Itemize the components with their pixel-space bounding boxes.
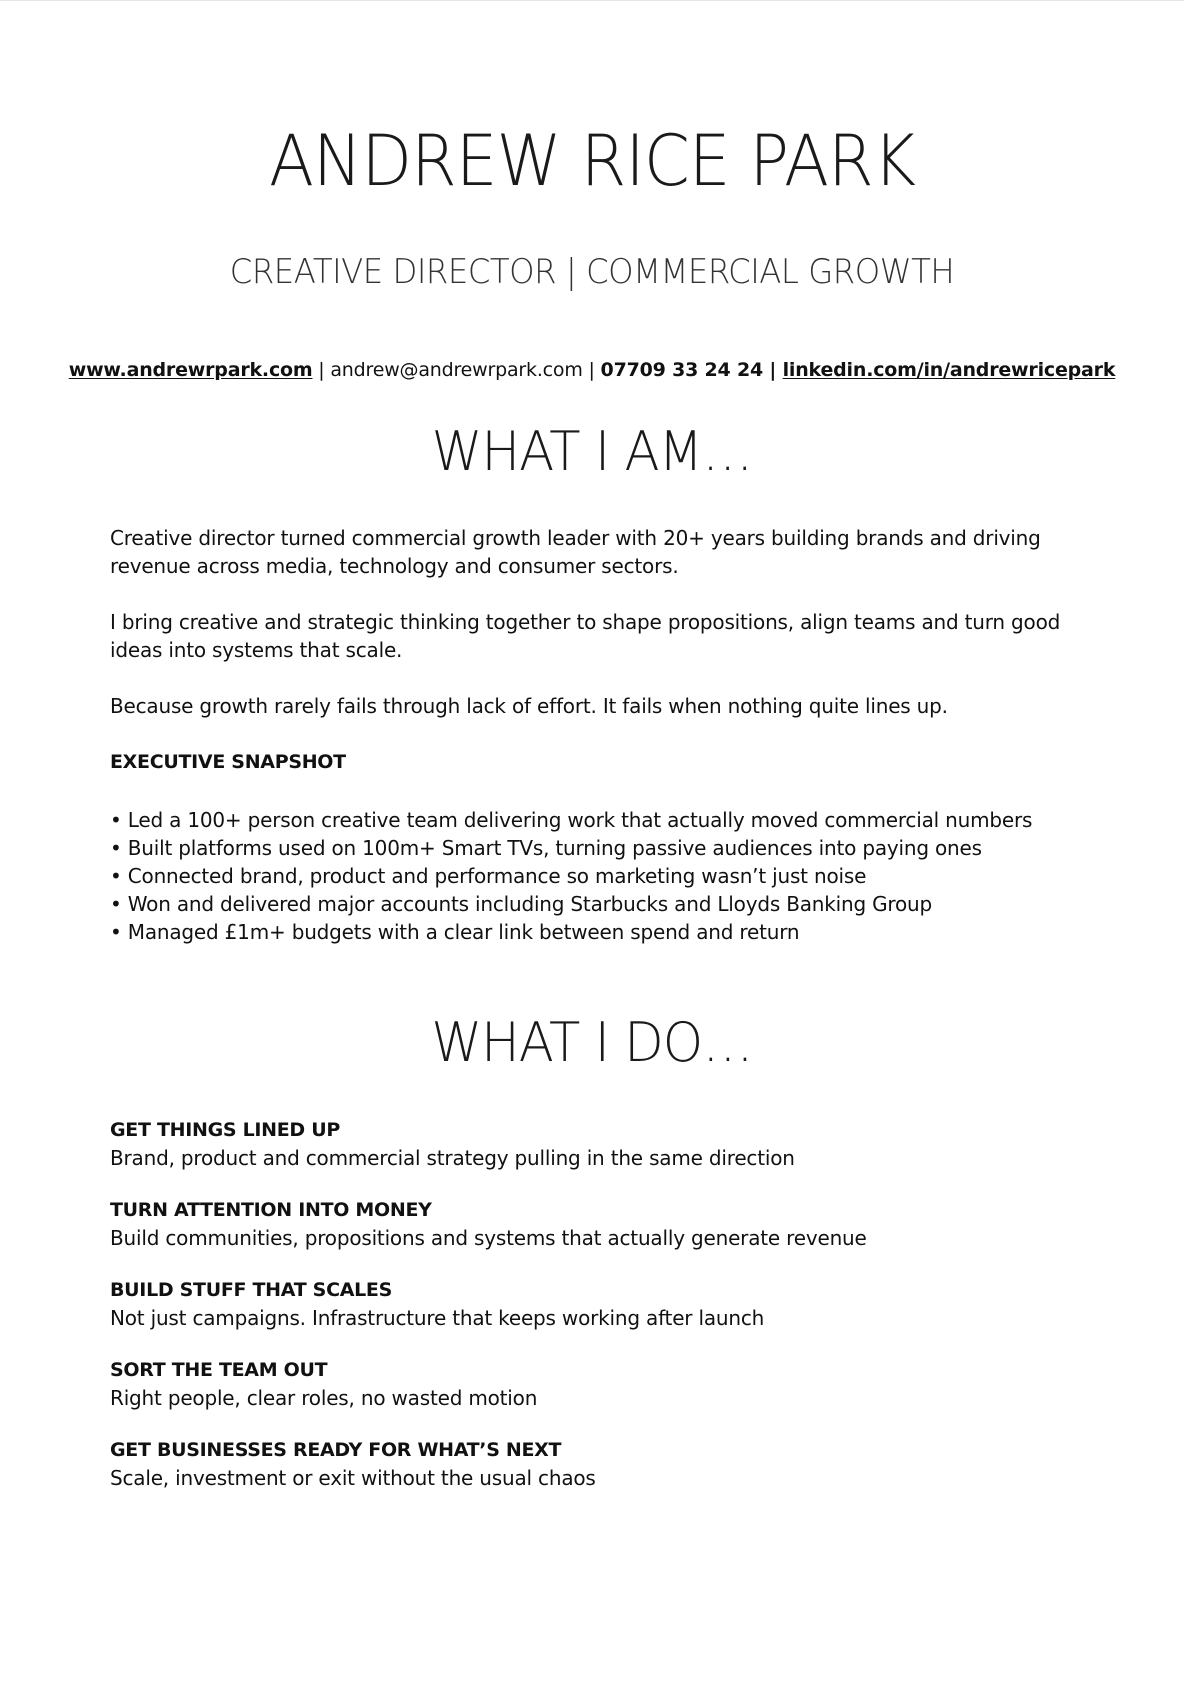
candidate-name: ANDREW RICE PARK [268, 120, 916, 202]
capability-description: Not just campaigns. Infrastructure that keeps working after launch [110, 1306, 765, 1330]
capability-title: GET BUSINESSES READY FOR WHAT’S NEXT [110, 1439, 562, 1461]
capability-title: BUILD STUFF THAT SCALES [110, 1279, 392, 1301]
contact-separator: | [582, 359, 601, 381]
capability-item [110, 1356, 1090, 1412]
what-i-am-heading: WHAT I AM… [431, 420, 753, 483]
capability-description: Build communities, propositions and systems that actually generate revenue [110, 1226, 867, 1250]
snapshot-item: • Built platforms used on 100m+ Smart TVs, turning passive audiences into paying ones [110, 834, 1090, 862]
executive-snapshot-list [110, 806, 1090, 946]
capability-description: Brand, product and commercial strategy pulling in the same direction [110, 1146, 795, 1170]
capability-title: GET THINGS LINED UP [110, 1119, 340, 1141]
capability-description: Right people, clear roles, no wasted motion [110, 1386, 538, 1410]
snapshot-item: • Won and delivered major accounts including Starbucks and Lloyds Banking Group [110, 890, 1090, 918]
what-i-do-heading: WHAT I DO… [431, 1011, 753, 1074]
capability-item [110, 1116, 1090, 1172]
contact-line [0, 356, 1184, 384]
growth-paragraph: Because growth rarely fails through lack of effort. It fails when nothing quite lines up. [110, 694, 948, 718]
capability-item [110, 1436, 1090, 1492]
phone-number: 07709 33 24 24 [600, 359, 764, 381]
executive-snapshot-title: EXECUTIVE SNAPSHOT [110, 751, 346, 773]
capability-item [110, 1196, 1090, 1252]
email-text: andrew@andrewrpark.com [330, 359, 583, 381]
contact-separator: | [763, 359, 783, 381]
snapshot-item: • Connected brand, product and performance so marketing wasn’t just noise [110, 862, 1090, 890]
snapshot-item: • Managed £1m+ budgets with a clear link between spend and return [110, 918, 1090, 946]
capability-description: Scale, investment or exit without the usual chaos [110, 1466, 596, 1490]
top-divider [0, 0, 1184, 1]
approach-paragraph: I bring creative and strategic thinking together to shape propositions, align teams and turn good ideas into systems that scale. [110, 610, 1061, 662]
intro-paragraph: Creative director turned commercial growth leader with 20+ years building brands and driving revenue across media, technology and consumer sectors. [110, 526, 1041, 578]
capability-title: SORT THE TEAM OUT [110, 1359, 328, 1381]
linkedin-link[interactable]: linkedin.com/in/andrewricepark [782, 359, 1116, 381]
candidate-role: CREATIVE DIRECTOR | COMMERCIAL GROWTH [229, 252, 955, 292]
snapshot-item: • Led a 100+ person creative team delivering work that actually moved commercial numbers [110, 806, 1090, 834]
capability-item [110, 1276, 1090, 1332]
website-link[interactable]: www.andrewrpark.com [68, 359, 313, 381]
contact-separator: | [312, 359, 331, 381]
capability-title: TURN ATTENTION INTO MONEY [110, 1199, 432, 1221]
